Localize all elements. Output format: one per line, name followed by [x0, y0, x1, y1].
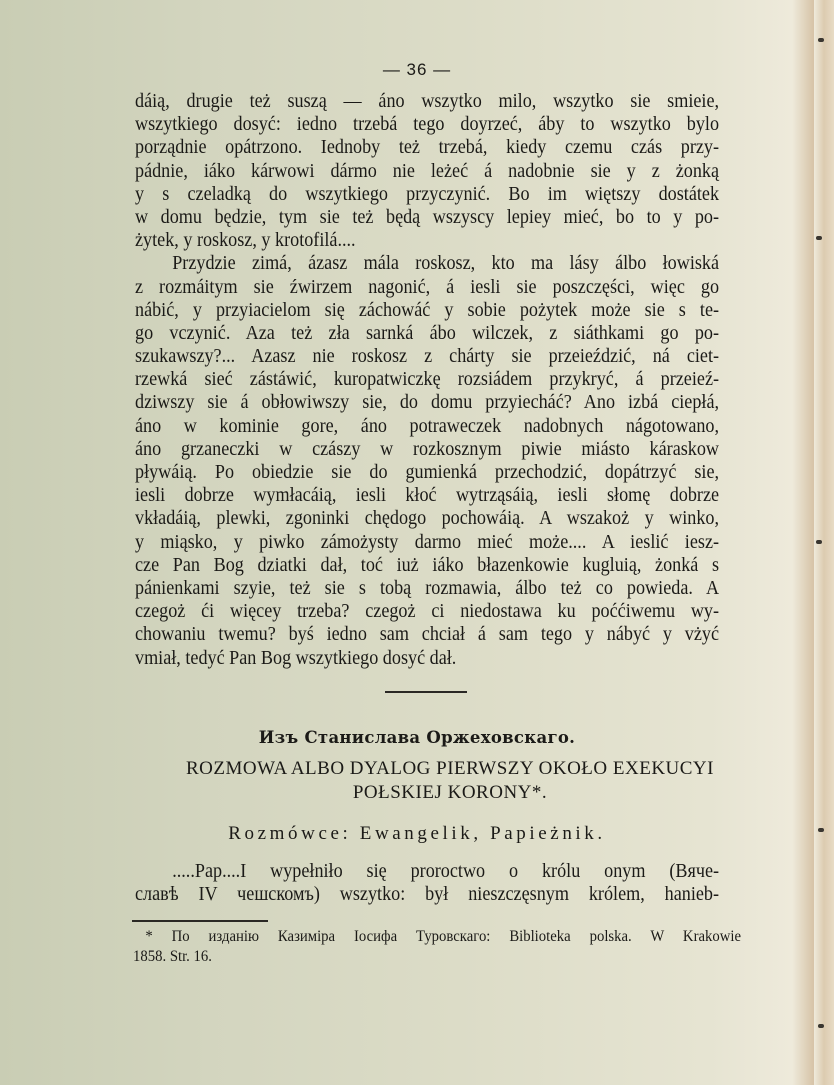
text-line: y miąsko, y piwko zámożysty darmo mieć może.... A ieslić iesz- [135, 531, 720, 553]
text-line: z rozmáitym sie źwirzem nagonić, á iesli sie poszczęści, więc go [135, 276, 720, 298]
edge-mark [818, 828, 824, 832]
section-title-line: ROZMOWA ALBO DYALOG PIERWSZY OKOŁO EXEKUCYI [186, 758, 714, 779]
edge-mark [818, 1024, 824, 1028]
text-line: czegoż ći więcey trzeba? czegoż ci niedostawa ku poććiwemu wy- [135, 601, 720, 623]
text-line: áno w kominie gore, áno potraweczek nadobnych nágotowano, [135, 415, 720, 437]
text-line: dziwszy sie á obłowiwszy sie, do domu przyiecháć? Ano izbá ciepłá, [135, 392, 720, 414]
footnote-line: * По изданію Казиміра Іосифа Туровскаго: Biblioteka polska. W Krakowie [145, 928, 742, 945]
section-divider [385, 691, 467, 693]
footnote [133, 927, 741, 967]
text-line: pádnie, iáko kárwowi dármo nie leżeć á nadobnie sie y z żonką [135, 160, 720, 182]
text-line: vmiał, tedyć Pan Bog wszytkiego dosyć dał. [135, 647, 457, 669]
text-line: w domu będzie, tym sie też będą wszyscy lepiey mieć, bo to y po- [135, 206, 720, 228]
text-line: áno grzaneczki w czászy w rozkosznym piwie miásto káraskow [135, 438, 720, 460]
speakers-line: Rozmówce: Ewangelik, Papieżnik. [228, 823, 606, 844]
section-author-heading: Изъ Станислава Оржеховскаго. [258, 728, 576, 747]
text-line: żytek, y roskosz, y krotofilá.... [135, 230, 356, 252]
text-line: dáią, drugie też suszą — áno wszytko milo, wszytko sie smieie, [135, 91, 720, 112]
page-edge [814, 0, 834, 1085]
text-line: vkładáią, plewki, zgoninki chędogo pochowáią. A wszakoż y winko, [135, 508, 720, 530]
edge-mark [818, 38, 824, 42]
edge-mark [816, 236, 822, 240]
page-number: — 36 — [382, 60, 452, 79]
dialog-text-block [135, 860, 719, 906]
text-line: nábić, y przyiacielom się záchowáć y sobie pożytek może sie s te- [135, 299, 720, 321]
section-title-line: POŁSKIEJ KORONY*. [352, 782, 548, 803]
text-line: chowaniu twemu? byś iedno sam chciał á sam tego y nábyć y vżyć [135, 624, 720, 646]
edge-mark [816, 540, 822, 544]
main-text-block [135, 90, 719, 670]
paragraph-start-line: Przydzie zimá, ázasz mála roskosz, kto ma lásy álbo łowiská [172, 253, 720, 275]
text-line: go vczynić. Aza też zła sarnká ábo wilczek, z siáthkami go po- [135, 322, 720, 344]
text-line: porządnie opátrzono. Iednoby też trzebá, kiedy czemu czás przy- [135, 137, 720, 159]
text-line: wszytkiego dosyć: iedno trzebá tego doyrzeć, áby to wszytko bylo [135, 114, 720, 136]
text-line: iesli dobrze wymłacáią, iesli kłoć wytrząsáią, iesli słomę dobrze [135, 485, 720, 507]
text-line: pánienkami szyie, też sie s tobą rozmawia, álbo też co powieda. A [135, 577, 720, 599]
text-line: y s czeladką do wszytkiego przyczynić. Bo im więtszy dostátek [135, 183, 720, 205]
footnote-rule [132, 920, 268, 922]
text-line: rzewká sieć zástáwić, kuropatwiczkę rozsiádem przykryć, á przeieź- [135, 369, 720, 391]
footnote-line: 1858. Str. 16. [133, 948, 212, 965]
text-line: szukawszy?... Azasz nie roskosz z chárty sie przeieździć, ná ciet- [135, 346, 720, 368]
section-title [130, 757, 770, 805]
text-line: cze Pan Bog dziatki dał, toć iuż iáko błazenkowie kugluią, żonká s [135, 554, 720, 576]
dialog-line: .....Pap....I wypełniło się proroctwo o królu onym (Вяче- [172, 861, 720, 882]
text-line: pływáią. Po obiedzie sie do gumienká przechodzić, dopátrzyć sie, [135, 462, 720, 483]
dialog-line: славѣ IV чешскомъ) wszytko: był nieszczęsnym królem, hanieb- [135, 884, 720, 906]
